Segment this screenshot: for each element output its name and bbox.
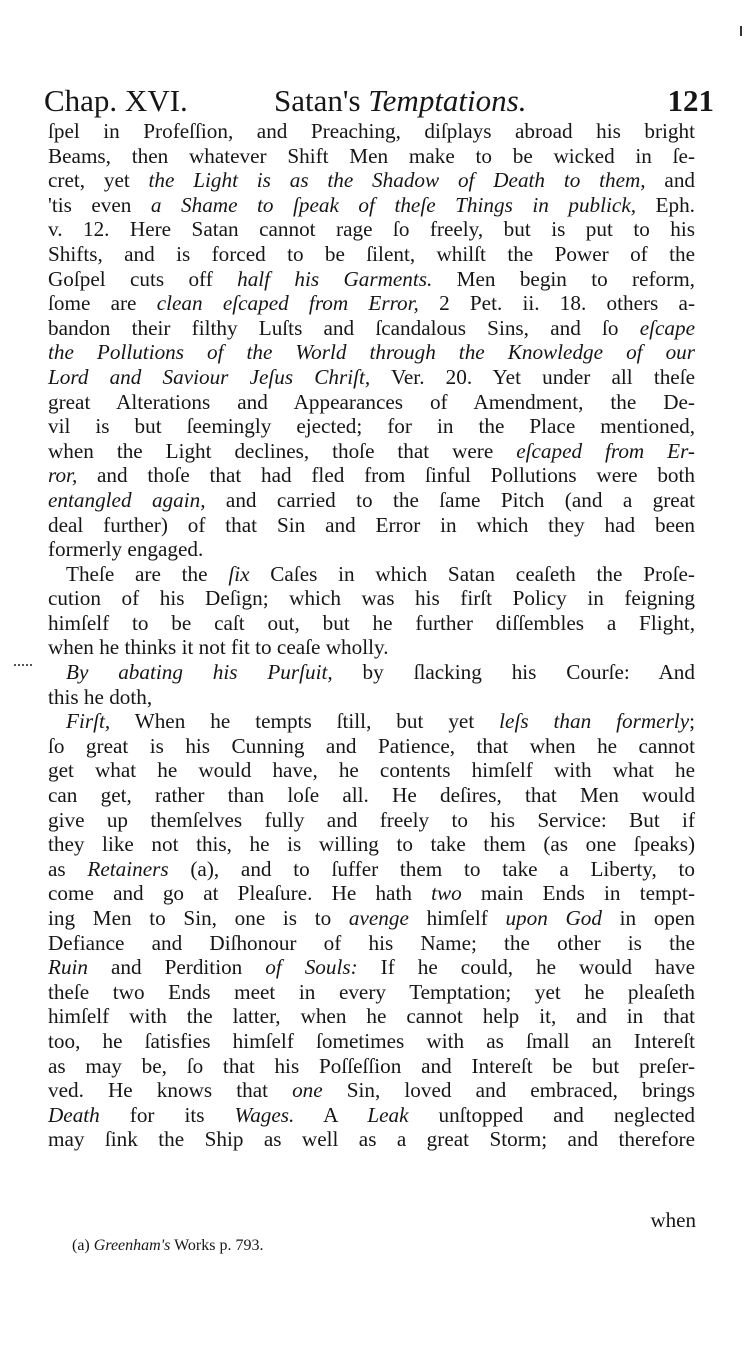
text-line <box>48 931 695 956</box>
italic-run: one <box>292 1078 323 1103</box>
text-run: ; <box>689 709 695 734</box>
text-line <box>48 881 695 906</box>
text-run: 2 Pet. ii. 18. others a- <box>418 291 695 316</box>
text-run: great Alterations and Appearances of Amendment, the De- <box>48 389 695 414</box>
text-run: Goſpel cuts off <box>48 266 238 291</box>
footnote <box>72 1236 263 1256</box>
text-line <box>48 316 695 341</box>
text-line <box>48 1029 695 1054</box>
text-run: unſtopped and neglected <box>408 1102 695 1127</box>
text-run: deal further) of that Sin and Error in which they had been <box>48 512 695 537</box>
text-line <box>48 217 695 242</box>
text-line <box>48 832 695 857</box>
running-header <box>44 80 714 122</box>
text-run: Sin, loved and embraced, brings <box>322 1078 695 1103</box>
text-run: may ſink the Ship as well as a great Storm; and therefore <box>48 1127 695 1152</box>
footnote-mark: (a) <box>72 1237 94 1254</box>
text-line <box>48 119 695 144</box>
italic-run: Leak <box>367 1102 409 1127</box>
running-title <box>274 80 526 122</box>
text-run: Beams, then whatever Shift Men make to be wicked in ſe- <box>48 143 695 168</box>
italic-run: the Pollutions of the World through the Knowledge of our <box>48 340 695 365</box>
text-run: If he could, he would have <box>357 955 695 980</box>
running-title-italic: Temptations. <box>368 83 527 118</box>
text-run: get what he would have, he contents himſelf with what he <box>48 758 695 783</box>
margin-mark <box>740 26 742 36</box>
text-run: and <box>645 168 696 193</box>
text-run: main Ends in tempt- <box>461 881 695 906</box>
text-line <box>48 439 695 464</box>
text-line <box>48 1054 695 1079</box>
footnote-source: Greenham's <box>93 1237 171 1254</box>
text-line <box>48 414 695 439</box>
text-line <box>48 488 695 513</box>
text-line <box>48 193 695 218</box>
text-run: as may be, ſo that his Poſſeſſion and Intereſt be but preſer- <box>48 1053 695 1078</box>
text-line <box>48 1004 695 1029</box>
text-run: Caſes in which Satan ceaſeth the Proſe- <box>249 561 695 586</box>
text-run: this he doth, <box>48 684 153 709</box>
text-run: Eph. <box>636 192 695 217</box>
text-line <box>48 1103 695 1128</box>
text-run: can get, rather than loſe all. He deſires, that Men would <box>48 783 695 808</box>
italic-run: clean eſcaped from Error, <box>156 291 419 316</box>
italic-run: Death <box>48 1102 100 1127</box>
text-line <box>48 390 695 415</box>
text-line <box>48 808 695 833</box>
text-run: ſpel in Profeſſion, and Preaching, diſplays abroad his bright <box>48 119 695 143</box>
footnote-rest: Works p. 793. <box>170 1237 264 1254</box>
text-line <box>48 611 695 636</box>
text-line <box>48 980 695 1005</box>
italic-run: By abating his Purſuit, <box>66 660 333 685</box>
text-line <box>48 660 695 685</box>
text-run: 'tis even <box>48 192 151 217</box>
text-line <box>48 635 695 660</box>
text-run: himſelf <box>408 906 506 930</box>
text-run: and thoſe that had fled from ſinful Pollutions were both <box>77 463 695 488</box>
text-line <box>48 906 695 931</box>
text-run: theſe two Ends meet in every Temptation; yet he pleaſeth <box>48 979 695 1004</box>
text-run: A <box>294 1102 368 1127</box>
text-line <box>48 1078 695 1103</box>
catchword: when <box>650 1208 696 1232</box>
text-run: for its <box>99 1102 235 1127</box>
text-run: formerly engaged. <box>48 537 204 562</box>
text-run: ing Men to Sin, one is to <box>48 906 349 930</box>
italic-run: half his Garments. <box>237 266 433 291</box>
italic-run: avenge <box>348 906 409 930</box>
italic-run: a Shame to ſpeak of theſe Things in publick, <box>150 192 637 217</box>
italic-run: ror, <box>48 463 78 488</box>
italic-run: Lord and Saviour Jeſus Chriſt, <box>48 364 371 389</box>
text-line <box>48 734 695 759</box>
chapter-label: Chap. XVI. <box>44 83 188 118</box>
text-run: Men begin to reform, <box>432 266 695 291</box>
text-line <box>48 586 695 611</box>
text-run: they like not this, he is willing to take them (as one ſpeaks) <box>48 832 695 857</box>
margin-mark <box>14 664 32 668</box>
text-run: Theſe are the <box>66 561 229 586</box>
text-run: come and go at Pleaſure. He hath <box>48 881 432 906</box>
text-line <box>48 1127 695 1152</box>
text-run: ſome are <box>48 291 157 316</box>
text-run: cution of his Deſign; which was his firſt Policy in feigning <box>48 586 695 611</box>
text-run: give up themſelves fully and freely to his Service: But if <box>48 807 695 832</box>
text-run: in open <box>601 906 695 930</box>
text-run: ved. He knows that <box>48 1078 293 1103</box>
text-line <box>48 685 695 710</box>
text-run: when he thinks it not fit to ceaſe wholly. <box>48 635 389 660</box>
italic-run: of Souls: <box>265 955 358 980</box>
text-run: and carried to the ſame Pitch (and a great <box>205 487 695 512</box>
text-run: cret, yet <box>48 168 149 193</box>
text-line <box>48 537 695 562</box>
page-number: 121 <box>667 83 714 118</box>
text-run: by ſlacking his Courſe: And <box>332 660 695 685</box>
italic-run: eſcape <box>639 315 695 340</box>
text-run: Defiance and Diſhonour of his Name; the other is the <box>48 930 695 955</box>
running-title-prefix: Satan's <box>274 83 361 118</box>
text-run: when the Light declines, thoſe that were <box>48 438 517 463</box>
text-line <box>48 291 695 316</box>
text-line <box>48 783 695 808</box>
text-run: ſo great is his Cunning and Patience, that when he cannot <box>48 733 695 758</box>
text-line <box>48 242 695 267</box>
italic-run: entangled again, <box>48 487 206 512</box>
text-run: Ver. 20. Yet under all theſe <box>370 364 695 389</box>
text-run: (a), and to ſuffer them to take a Liberty, to <box>168 856 695 881</box>
text-line <box>48 758 695 783</box>
italic-run: ſix <box>228 561 250 586</box>
text-line <box>48 365 695 390</box>
text-run: himſelf to be caſt out, but he further diſſembles a Flight, <box>48 610 695 635</box>
italic-run: Retainers <box>87 856 169 881</box>
body-text <box>48 119 695 1152</box>
text-run: and Perdition <box>88 955 266 980</box>
text-line <box>48 562 695 587</box>
text-line <box>48 513 695 538</box>
text-run: bandon their filthy Luſts and ſcandalous Sins, and ſo <box>48 315 640 340</box>
text-line <box>48 463 695 488</box>
italic-run: upon God <box>505 906 602 930</box>
text-line <box>48 857 695 882</box>
italic-run: Firſt, <box>66 709 111 734</box>
italic-run: leſs than formerly <box>499 709 690 734</box>
text-run: Shifts, and is forced to be ſilent, whilſt the Power of the <box>48 241 695 266</box>
text-run: vil is but ſeemingly ejected; for in the Place mentioned, <box>48 414 695 439</box>
text-run: v. 12. Here Satan cannot rage ſo freely, but is put to his <box>48 217 695 242</box>
italic-run: the Light is as the Shadow of Death to them, <box>148 168 646 193</box>
text-line <box>48 144 695 169</box>
text-line <box>48 955 695 980</box>
text-run: himſelf with the latter, when he cannot help it, and in that <box>48 1004 695 1029</box>
text-line <box>48 709 695 734</box>
text-line <box>48 340 695 365</box>
text-run: too, he ſatisfies himſelf ſometimes with as ſmall an Intereſt <box>48 1028 695 1053</box>
italic-run: two <box>431 881 462 906</box>
text-line <box>48 267 695 292</box>
text-run: When he tempts ſtill, but yet <box>110 709 500 734</box>
italic-run: Wages. <box>234 1102 295 1127</box>
text-line <box>48 168 695 193</box>
italic-run: eſcaped from Er- <box>516 438 695 463</box>
text-run: as <box>48 856 88 881</box>
italic-run: Ruin <box>48 955 89 980</box>
